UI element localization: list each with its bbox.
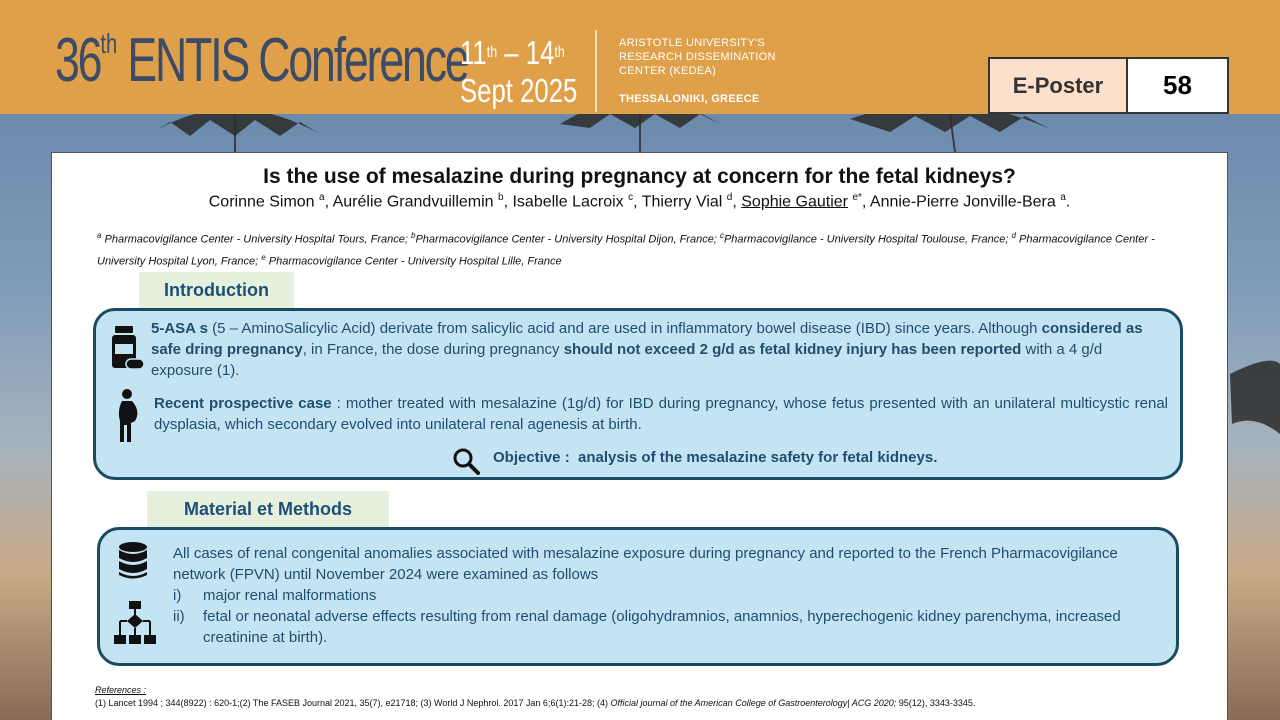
poster-card [51,152,1228,720]
intro-paragraph-2: Recent prospective case : mother treated with mesalazine (1g/d) for IBD during pregnancy, whose fetus presented with an unilateral multicystic renal dysplasia, which secondary evolved into unilateral renal agenesis at birth. [154,395,1168,433]
conference-title: 36th ENTIS Conference [55,26,468,95]
poster-number: 58 [1128,57,1229,114]
database-icon [118,542,148,580]
corresponding-author: Sophie Gautier [741,193,848,211]
pill-bottle-icon [110,326,144,370]
intro-paragraph-1: 5-ASA s (5 – AminoSalicylic Acid) derivate from salicylic acid and are used in inflammatory bowel disease (IBD) since years. Although considered as safe dring pregnancy, in France, the dose during pregnancy should not exceed 2 g/d as fetal kidney injury has been reported with a 4 g/d exposure (1). [151,320,1143,379]
header-divider [595,30,597,112]
affiliations: $^a$ Pharmacovigilance Center - University Hospital Tours, France; $^b$Pharmacovigilance Center - University Hospital Dijon, France; $^c$Pharmacovigilance - University Hospital Toulouse, France; $^d$ Pharmacovigilance Center - University Hospital Lyon, France; $^e$ Pharmacovigilance Center - University Hospital Lille, France [97,231,1155,268]
eposter-label: E-Poster [988,57,1128,114]
references: References : (1) Lancet 1994 ; 344(8922) : 620-1;(2) The FASEB Journal 2021, 35(7), e21718; (3) World J Nephrol. 2017 Jan 6;6(1):21-28; (4) Official journal of the American College of Gastroenterology| ACG 2020; 95(12), 3343-3345. [95,685,976,708]
conference-dates: 11th – 14th Sept 2025 [460,34,578,109]
author-list: Corinne Simon $^a$, Aurélie Grandvuillemin $^b$, Isabelle Lacroix $^c$, Thierry Vial $^d$, Sophie Gautier $^{e*}$, Annie-Pierre Jonville-Bera $^a$. [208,192,1071,211]
objective-text: Objective : analysis of the mesalazine safety for fetal kidneys. [493,449,938,466]
methods-text: All cases of renal congenital anomalies associated with mesalazine exposure during pregnancy and reported to the French Pharmacovigilance network (FPVN) until November 2024 were examined as follows i) major renal malformations ii) fetal or neonatal adverse effects resulting from renal damage (oligohydramnios, anamnios, hyperechogenic kidney parenchyma, increased creatinine at birth). [173,545,1121,646]
methods-heading: Material et Methods [147,491,389,527]
poster-title: Is the use of mesalazine during pregnancy at concern for the fetal kidneys? [263,165,1016,188]
pregnant-woman-icon [115,389,141,443]
introduction-heading: Introduction [139,272,294,308]
flowchart-icon [114,601,156,645]
magnifier-icon [452,447,480,475]
university-info: ARISTOTLE UNIVERSITY'S RESEARCH DISSEMINATION CENTER (KEDEA) THESSALONIKI, GREECE [619,37,776,105]
